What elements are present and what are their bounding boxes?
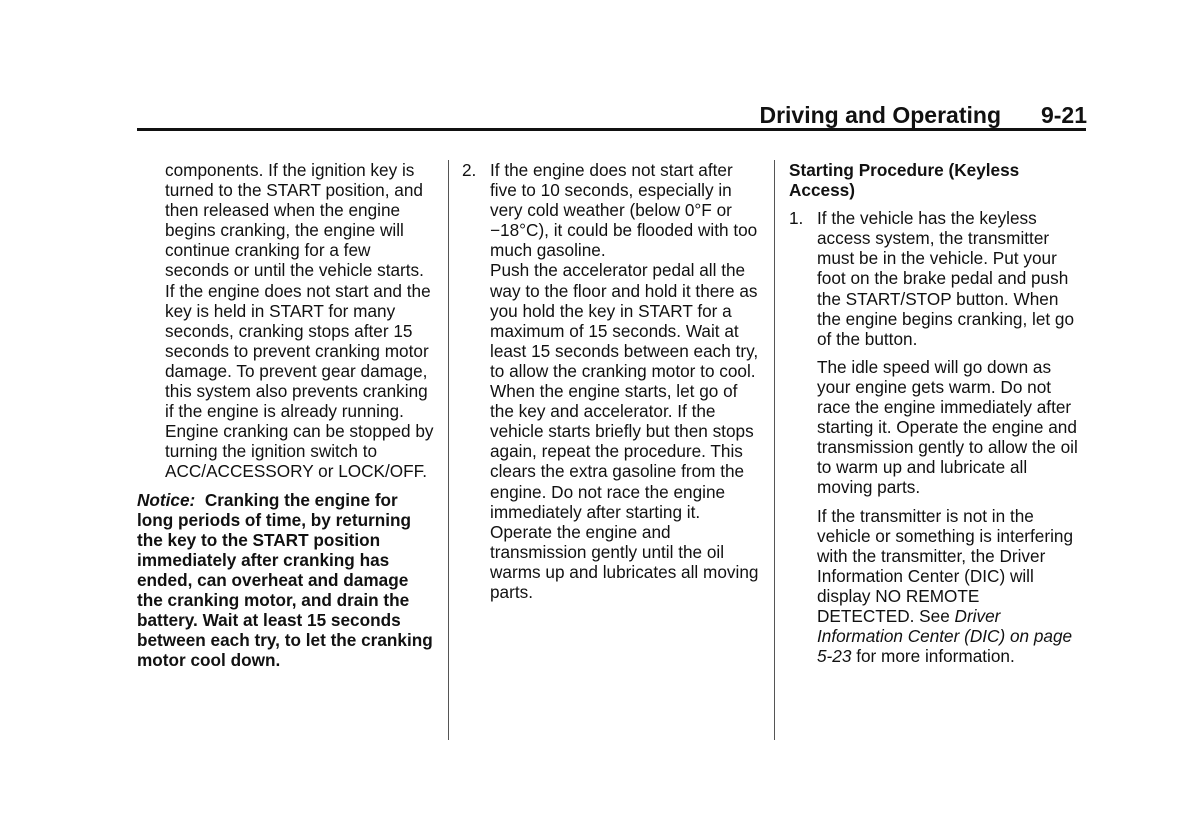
continuation-paragraph: components. If the ignition key is turned to the START position, and then released when the engine begins cranking, the engine will continue cranking for a few seconds or until the vehicle starts. If the engine does not start and the key is held in START for many seconds, cranking stops after 15 seconds to prevent cranking motor damage. To prevent gear damage, this system also prevents cranking if the engine is already running. Engine cranking can be stopped by turning the ignition switch to ACC/ACCESSORY or LOCK/OFF. [165, 160, 434, 482]
step-1 [789, 208, 1079, 349]
page-header [137, 101, 1087, 129]
section-heading: Starting Procedure (Keyless Access) [789, 160, 1020, 201]
column-middle [462, 160, 760, 602]
transmitter-paragraph [789, 506, 1079, 667]
column-divider-1 [448, 160, 449, 740]
step-2-text-a: If the engine does not start after five to 10 seconds, especially in very cold weather (below 0°F or −18°C), it could be flooded with too much gasoline. [490, 160, 758, 261]
idle-speed-paragraph: The idle speed will go down as your engine gets warm. Do not race the engine immediately after starting it. Operate the engine and transmission gently to allow the oil to warm up and lubricate all moving parts. [817, 356, 1078, 498]
column-left [137, 160, 437, 670]
header-rule [137, 128, 1086, 131]
notice-block [137, 490, 437, 671]
transmitter-tail: for more information. [856, 646, 1015, 667]
section-title: Driving and Operating [759, 102, 1001, 128]
step-1-text: If the vehicle has the keyless access system, the transmitter must be in the vehicle. Put your foot on the brake pedal and push the START/STOP button. When the engine begins cranking, let go of the button. [817, 208, 1075, 349]
transmitter-text: If the transmitter is not in the vehicle or something is interfering with the transmitter, the Driver Information Center (DIC) will display NO REMOTE DETECTED. See [817, 505, 1074, 626]
column-right [789, 160, 1079, 666]
notice-label: Notice: [137, 489, 196, 510]
step-1-number: 1. [789, 208, 804, 229]
page-number: 9-21 [1040, 102, 1087, 128]
column-divider-2 [774, 160, 775, 740]
dic-reference-link[interactable]: Driver Information Center (DIC) on page 5-23 [817, 605, 1073, 667]
step-2 [462, 160, 760, 602]
step-2-text-b: Push the accelerator pedal all the way to the floor and hold it there as you hold the key in START for a maximum of 15 seconds. Wait at least 15 seconds between each try, to allow the cranking motor to cool. When the engine starts, let go of the key and accelerator. If the vehicle starts briefly but then stops again, repeat the procedure. This clears the extra gasoline from the engine. Do not race the engine immediately after starting it. Operate the engine and transmission gently until the oil warms up and lubricates all moving parts. [490, 260, 759, 602]
notice-text: Cranking the engine for long periods of time, by returning the key to the START position immediately after cranking has ended, can overheat and damage the cranking motor, and drain the battery. Wait at least 15 seconds between each try, to let the cranking motor cool down. [137, 489, 433, 671]
step-2-number: 2. [462, 160, 477, 180]
